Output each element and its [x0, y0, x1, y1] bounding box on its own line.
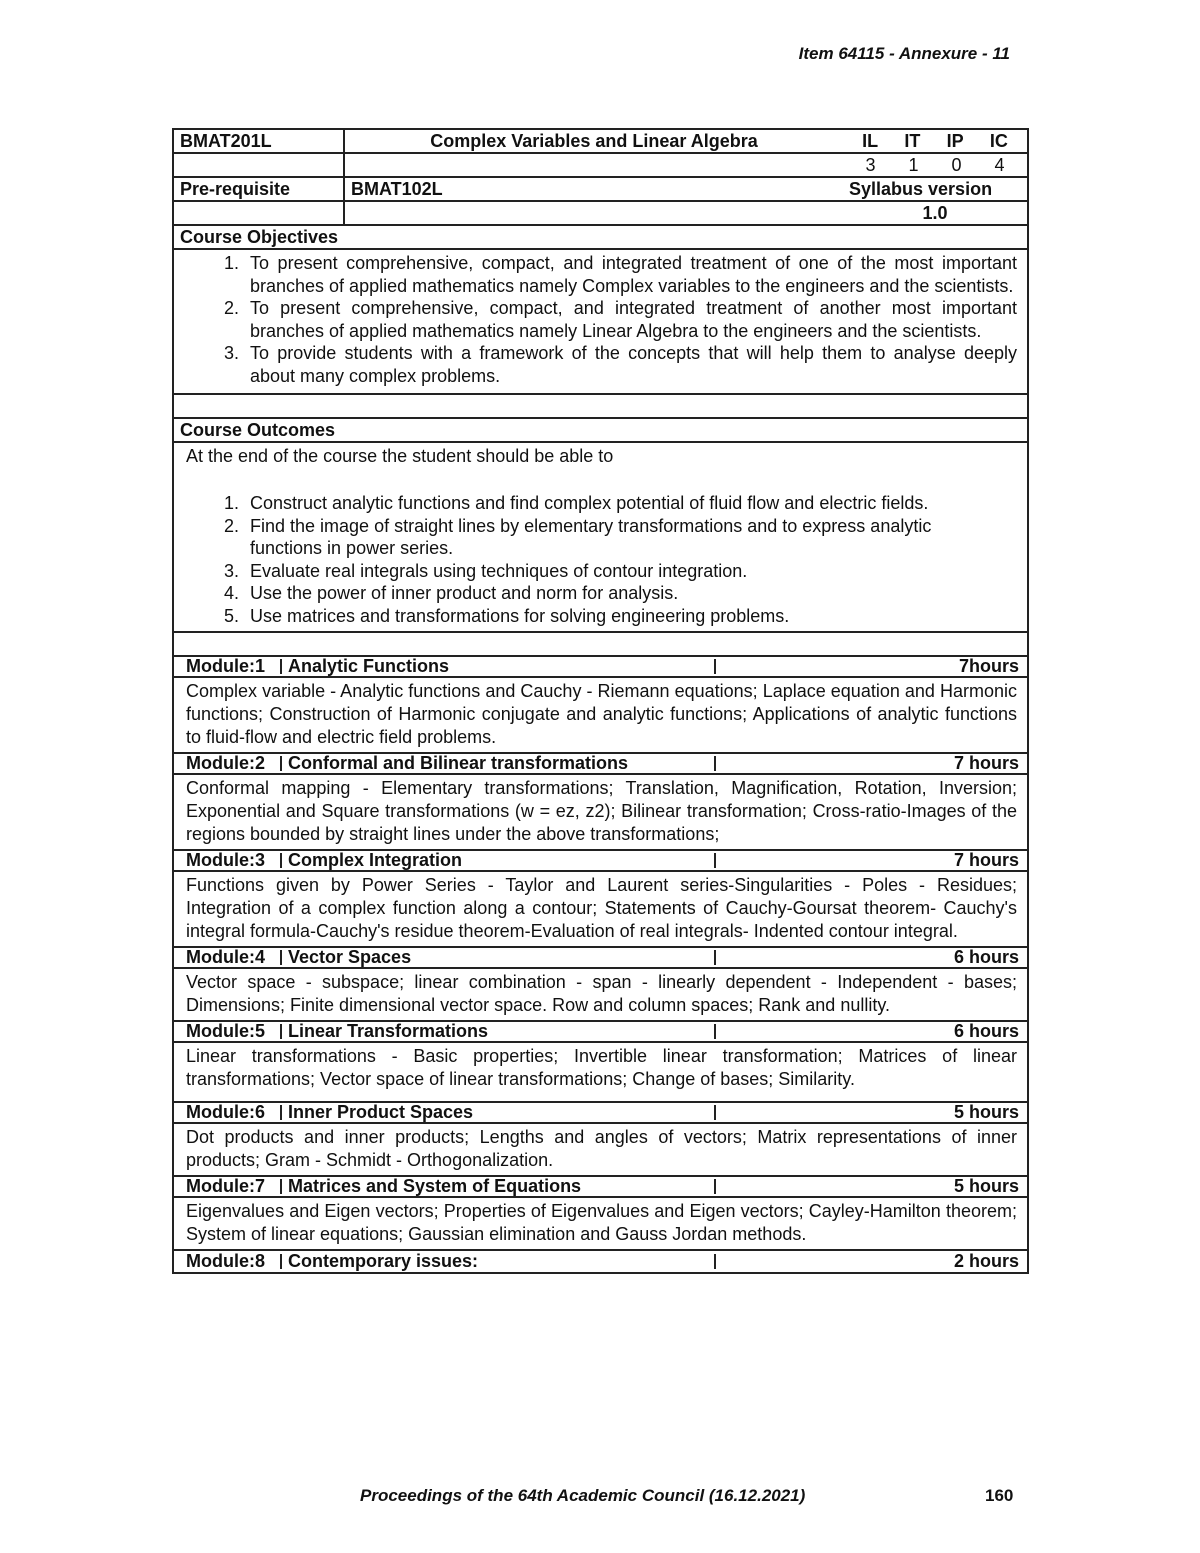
- course-code: BMAT201L: [174, 130, 345, 152]
- course-title-row: [174, 130, 1027, 154]
- prereq-value: BMAT102L: [351, 179, 443, 199]
- objective-item: 3. To provide students with a framework of the concepts that will help them to analyse deeply about many complex problems.: [244, 342, 1017, 387]
- module-number: Module:8: [186, 1251, 265, 1271]
- module-hours: 5 hours: [953, 1176, 1019, 1196]
- module-number: Module:4: [186, 947, 265, 967]
- ltpc-label-l: IL: [862, 131, 879, 151]
- footer-text: Proceedings of the 64th Academic Council (16.12.2021): [360, 1486, 806, 1505]
- module-header: [174, 1022, 1027, 1043]
- module-header: [174, 754, 1027, 775]
- ltpc-label-p: IP: [946, 131, 964, 151]
- module-description: Functions given by Power Series - Taylor and Laurent series-Singularities - Poles - Residues; Integration of a complex function along a contour; Statements of Cauchy-Goursat theorem- Cauchy's integral formula-Cauchy's residue theorem-Evaluation of real integrals- Indented contour integral.: [174, 872, 1027, 948]
- page-number: 160: [985, 1486, 1014, 1505]
- outcome-item: 2. Find the image of straight lines by elementary transformations and to express analytic functions in power series.: [244, 515, 1007, 560]
- module-number: Module:3: [186, 850, 265, 870]
- ltpc-value-p: 0: [951, 155, 962, 175]
- ltpc-labels: [843, 130, 1027, 152]
- module-number: Module:1: [186, 656, 265, 676]
- module-hours: 2 hours: [953, 1251, 1019, 1271]
- module-header: [174, 1103, 1027, 1124]
- module-number: Module:7: [186, 1176, 265, 1196]
- objectives-list: [174, 252, 1027, 387]
- ltpc-values: [843, 154, 1027, 176]
- module-hours: 5 hours: [953, 1102, 1019, 1122]
- syllabus-label: Syllabus version: [849, 179, 993, 199]
- spacer-row: [174, 395, 1027, 419]
- module-description: Vector space - subspace; linear combination - span - linearly dependent - Independent - bases; Dimensions; Finite dimensional vector space. Row and column spaces; Rank and nullity.: [174, 969, 1027, 1022]
- module-description: Conformal mapping - Elementary transformations; Translation, Magnification, Rotation, Inversion; Exponential and Square transformations (w = ez, z2); Bilinear transformation; Cross-ratio-Images of the regions bounded by straight lines under the above transformations;: [174, 775, 1027, 851]
- prereq-label: Pre-requisite: [174, 178, 345, 200]
- module-title: Contemporary issues:: [288, 1251, 479, 1271]
- module-header: [174, 851, 1027, 872]
- ltpc-value-c: 4: [994, 155, 1005, 175]
- objective-item: 1. To present comprehensive, compact, and integrated treatment of one of the most important branches of applied mathematics namely Complex variables to the engineers and the scientists.: [244, 252, 1017, 297]
- module-title: Matrices and System of Equations: [288, 1176, 582, 1196]
- ltpc-label-c: IC: [989, 131, 1008, 151]
- outcomes-body: [174, 443, 1027, 633]
- outcome-item: 3. Evaluate real integrals using techniques of contour integration.: [244, 560, 1007, 583]
- module-description: Eigenvalues and Eigen vectors; Properties of Eigenvalues and Eigen vectors; Cayley-Hamilton theorem; System of linear equations; Gaussian elimination and Gauss Jordan methods.: [174, 1198, 1027, 1251]
- module-title: Linear Transformations: [288, 1021, 489, 1041]
- objective-item: 2. To present comprehensive, compact, and integrated treatment of another most important branches of applied mathematics namely Linear Algebra to the engineers and the scientists.: [244, 297, 1017, 342]
- syllabus-value: 1.0: [922, 203, 948, 223]
- module-hours: 7 hours: [953, 850, 1019, 870]
- module-hours: 6 hours: [953, 947, 1019, 967]
- outcomes-list: [174, 492, 1027, 627]
- objectives-heading-row: [174, 226, 1027, 250]
- module-title: Analytic Functions: [288, 656, 450, 676]
- module-title: Complex Integration: [288, 850, 463, 870]
- module-number: Module:2: [186, 753, 265, 773]
- outcomes-heading-row: [174, 419, 1027, 443]
- module-title: Vector Spaces: [288, 947, 412, 967]
- spacer-row: [174, 633, 1027, 657]
- ltpc-label-t: IT: [904, 131, 921, 151]
- prereq-row: [174, 178, 1027, 202]
- module-number: Module:6: [186, 1102, 265, 1122]
- objectives-body: [174, 250, 1027, 395]
- outcome-item: 1. Construct analytic functions and find complex potential of fluid flow and electric fields.: [244, 492, 1007, 515]
- module-number: Module:5: [186, 1021, 265, 1041]
- module-description: Dot products and inner products; Lengths and angles of vectors; Matrix representations of inner products; Gram - Schmidt - Orthogonalization.: [174, 1124, 1027, 1177]
- ltpc-value-l: 3: [865, 155, 876, 175]
- outcome-item: 5. Use matrices and transformations for solving engineering problems.: [244, 605, 1007, 628]
- outcome-item: 4. Use the power of inner product and norm for analysis.: [244, 582, 1007, 605]
- module-description: Complex variable - Analytic functions and Cauchy - Riemann equations; Laplace equation and Harmonic functions; Construction of Harmonic conjugate and analytic functions; Applications of analytic functions to fluid-flow and electric field problems.: [174, 678, 1027, 754]
- syllabus-table: [172, 128, 1029, 1274]
- module-hours: 7 hours: [953, 753, 1019, 773]
- module-hours: 6 hours: [953, 1021, 1019, 1041]
- outcomes-heading: Course Outcomes: [180, 420, 336, 440]
- module-title: Conformal and Bilinear transformations: [288, 753, 629, 773]
- course-title: Complex Variables and Linear Algebra: [430, 131, 758, 151]
- module-header: [174, 657, 1027, 678]
- module-header: [174, 1177, 1027, 1198]
- module-header: [174, 1251, 1027, 1272]
- module-description: Linear transformations - Basic properties; Invertible linear transformation; Matrices of linear transformations; Vector space of linear transformations; Change of bases; Similarity.: [174, 1043, 1027, 1103]
- syllabus-version-row: [174, 202, 1027, 226]
- ltpc-value-t: 1: [908, 155, 919, 175]
- objectives-heading: Course Objectives: [180, 227, 339, 247]
- outcomes-intro: At the end of the course the student should be able to: [186, 446, 614, 466]
- module-title: Inner Product Spaces: [288, 1102, 474, 1122]
- annexure-label: Item 64115 - Annexure - 11: [798, 44, 1010, 63]
- ltpc-values-row: [174, 154, 1027, 178]
- module-hours: 7hours: [958, 656, 1019, 676]
- module-header: [174, 948, 1027, 969]
